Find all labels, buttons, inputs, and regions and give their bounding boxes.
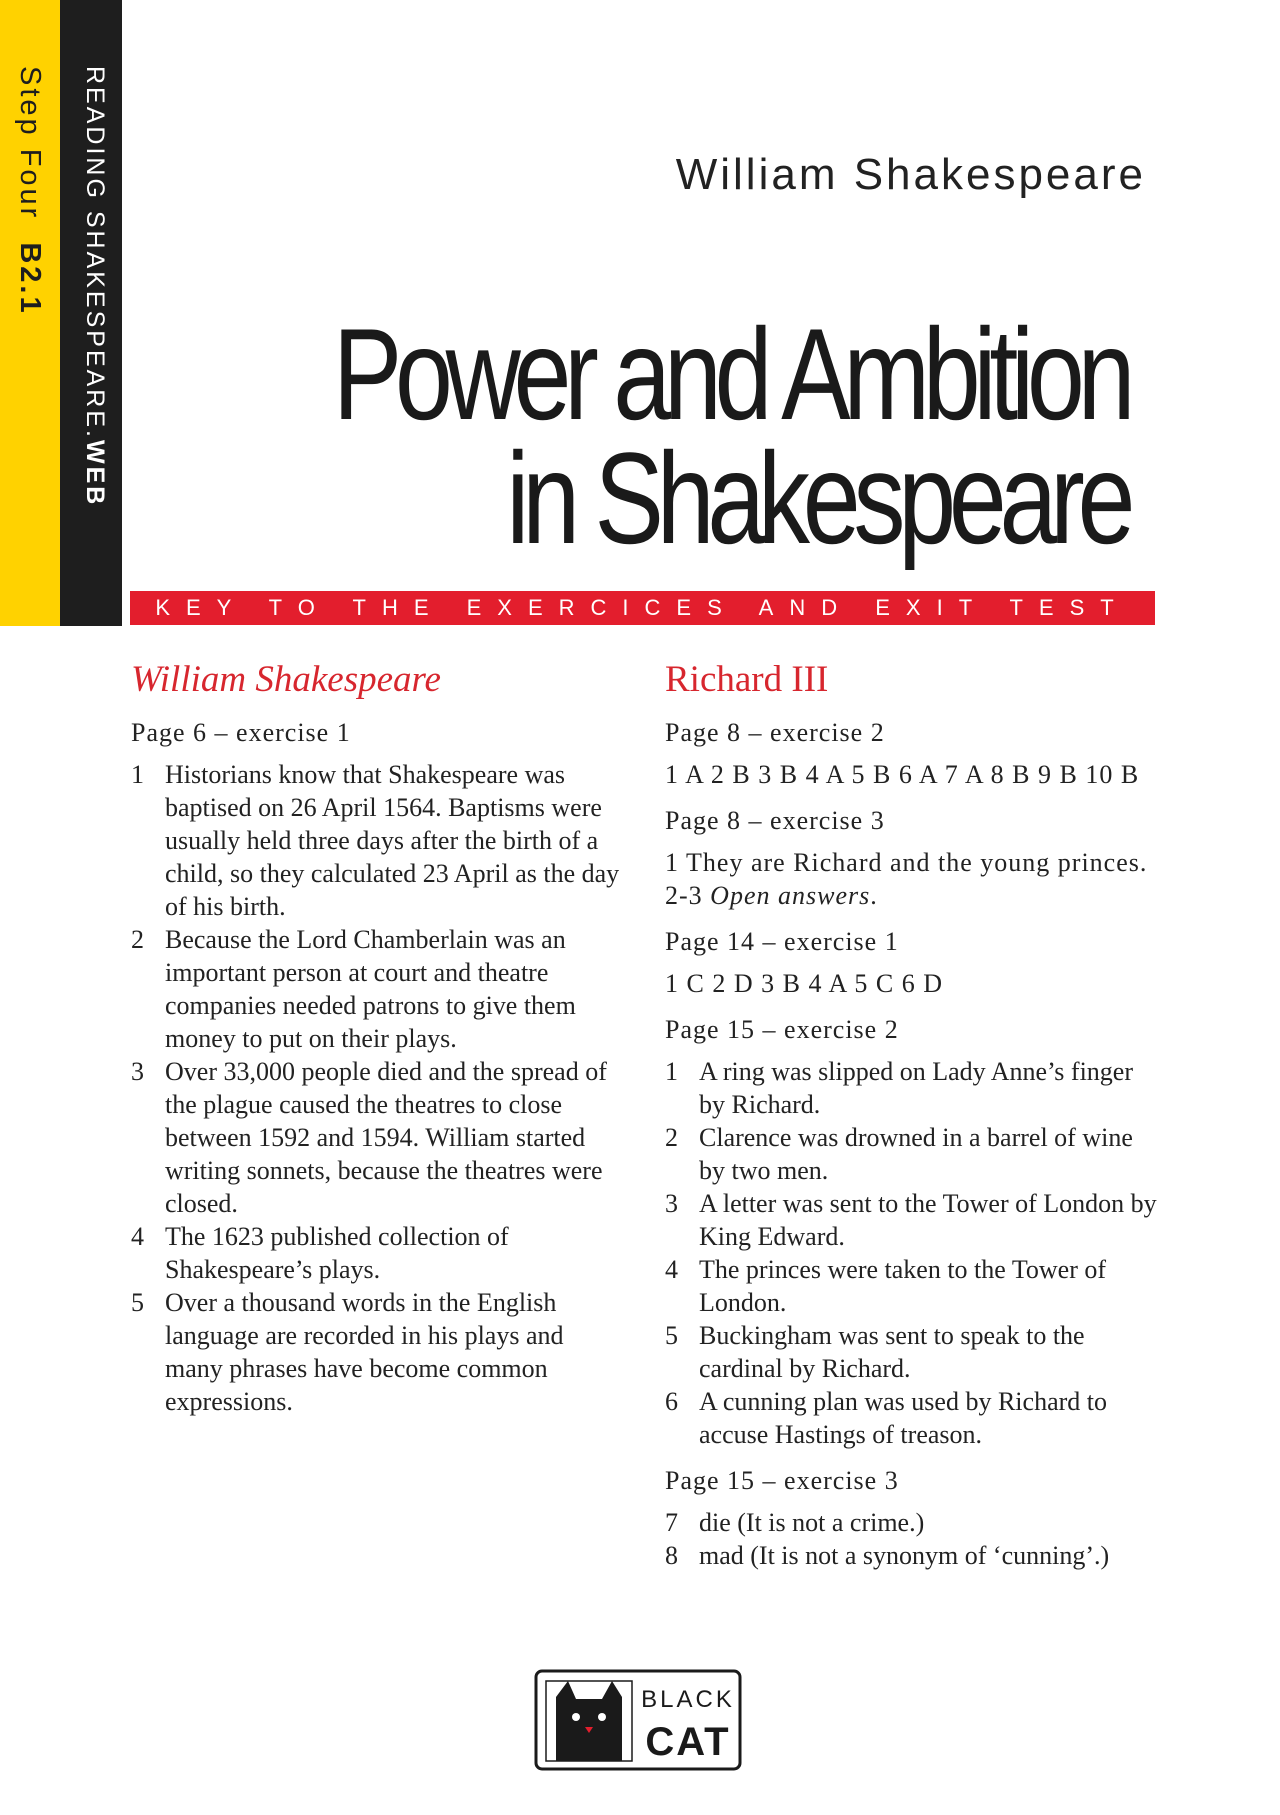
item-text: die (It is not a crime.)	[699, 1508, 925, 1537]
answer-period: .	[870, 881, 878, 910]
item-text: A ring was slipped on Lady Anne’s finger by Richard.	[699, 1057, 1133, 1119]
exercise-title: Page 8 – exercise 2	[665, 718, 885, 747]
list-item	[665, 1385, 1165, 1451]
item-text: Historians know that Shakespeare was baptised on 26 April 1564. Baptisms were usually held three days after the birth of a child, so they calculated 23 April as the day of his birth.	[165, 760, 620, 921]
item-number: 1	[131, 760, 144, 789]
item-number: 2	[131, 925, 144, 954]
item-number: 5	[131, 1288, 144, 1317]
author-name: William Shakespeare	[675, 150, 1146, 199]
list-item	[665, 1055, 1165, 1121]
item-text: Because the Lord Chamberlain was an important person at court and theatre companies needed patrons to give them money to put on their plays.	[165, 925, 576, 1053]
item-number: 4	[665, 1255, 678, 1284]
list-item	[665, 1539, 1165, 1572]
item-number: 3	[665, 1189, 678, 1218]
item-number: 4	[131, 1222, 144, 1251]
left-section-heading: William Shakespeare	[131, 659, 441, 700]
spine-step-label	[13, 66, 46, 316]
cat-eye-icon	[572, 1713, 580, 1721]
step-text: Step Four	[14, 66, 46, 221]
item-number: 6	[665, 1387, 678, 1416]
item-text: The princes were taken to the Tower of London.	[699, 1255, 1107, 1317]
logo-word-2: CAT	[645, 1720, 731, 1764]
list-item	[131, 1220, 621, 1286]
level-text: B2.1	[14, 242, 46, 316]
spine-series-label	[80, 66, 109, 507]
title-line-2: in Shakespeare	[506, 425, 1128, 571]
logo-word-1: BLACK	[641, 1686, 735, 1713]
right-column	[665, 658, 1165, 1585]
answer-line: 1 C 2 D 3 B 4 A 5 C 6 D	[665, 969, 943, 998]
list-item	[665, 1121, 1165, 1187]
key-banner: KEY TO THE EXERCICES AND EXIT TEST	[130, 591, 1155, 625]
item-number: 1	[665, 1057, 678, 1086]
list-item	[665, 1253, 1165, 1319]
list-item	[131, 758, 621, 923]
page-title	[332, 301, 1128, 571]
item-text: Over a thousand words in the English language are recorded in his plays and many phrases have become common expressions.	[165, 1288, 564, 1416]
series-prefix: READING SHAKESPEARE.	[81, 66, 109, 440]
item-text: Clarence was drowned in a barrel of wine by two men.	[699, 1123, 1133, 1185]
left-column	[131, 658, 621, 1431]
answer-line	[665, 846, 1165, 912]
exercise-title: Page 15 – exercise 2	[665, 1015, 899, 1044]
answer-line: 1 A 2 B 3 B 4 A 5 B 6 A 7 A 8 B 9 B 10 B	[665, 760, 1140, 789]
answer-text: 1 They are Richard and the young princes. 2-3	[665, 848, 1148, 910]
item-text: The 1623 published collection of Shakespeare’s plays.	[165, 1222, 509, 1284]
answer-italic: Open answers	[710, 881, 871, 910]
cat-eye-icon	[598, 1713, 606, 1721]
list-item	[131, 1286, 621, 1418]
answer-list	[665, 1055, 1165, 1451]
title-line-1: Power and Ambition	[332, 301, 1128, 447]
item-number: 7	[665, 1508, 678, 1537]
answer-list	[131, 758, 621, 1418]
exercise-title: Page 15 – exercise 3	[665, 1466, 899, 1495]
item-number: 5	[665, 1321, 678, 1350]
list-item	[665, 1187, 1165, 1253]
list-item	[131, 1055, 621, 1220]
right-section-heading: Richard III	[665, 659, 829, 700]
item-text: A cunning plan was used by Richard to accuse Hastings of treason.	[699, 1387, 1107, 1449]
item-text: A letter was sent to the Tower of London by King Edward.	[699, 1189, 1157, 1251]
item-text: mad (It is not a synonym of ‘cunning’.)	[699, 1541, 1110, 1570]
exercise-title: Page 8 – exercise 3	[665, 806, 885, 835]
exercise-title: Page 14 – exercise 1	[665, 927, 899, 956]
item-number: 3	[131, 1057, 144, 1086]
list-item	[665, 1319, 1165, 1385]
list-item	[665, 1506, 1165, 1539]
exercise-title: Page 6 – exercise 1	[131, 718, 351, 747]
list-item	[131, 923, 621, 1055]
item-number: 8	[665, 1541, 678, 1570]
item-number: 2	[665, 1123, 678, 1152]
series-suffix: WEB	[81, 439, 109, 508]
black-cat-logo	[534, 1669, 742, 1771]
item-text: Over 33,000 people died and the spread of the plague caused the theatres to close between 1592 and 1594. William started writing sonnets, because the theatres were closed.	[165, 1057, 607, 1218]
answer-list	[665, 1506, 1165, 1572]
item-text: Buckingham was sent to speak to the cardinal by Richard.	[699, 1321, 1085, 1383]
